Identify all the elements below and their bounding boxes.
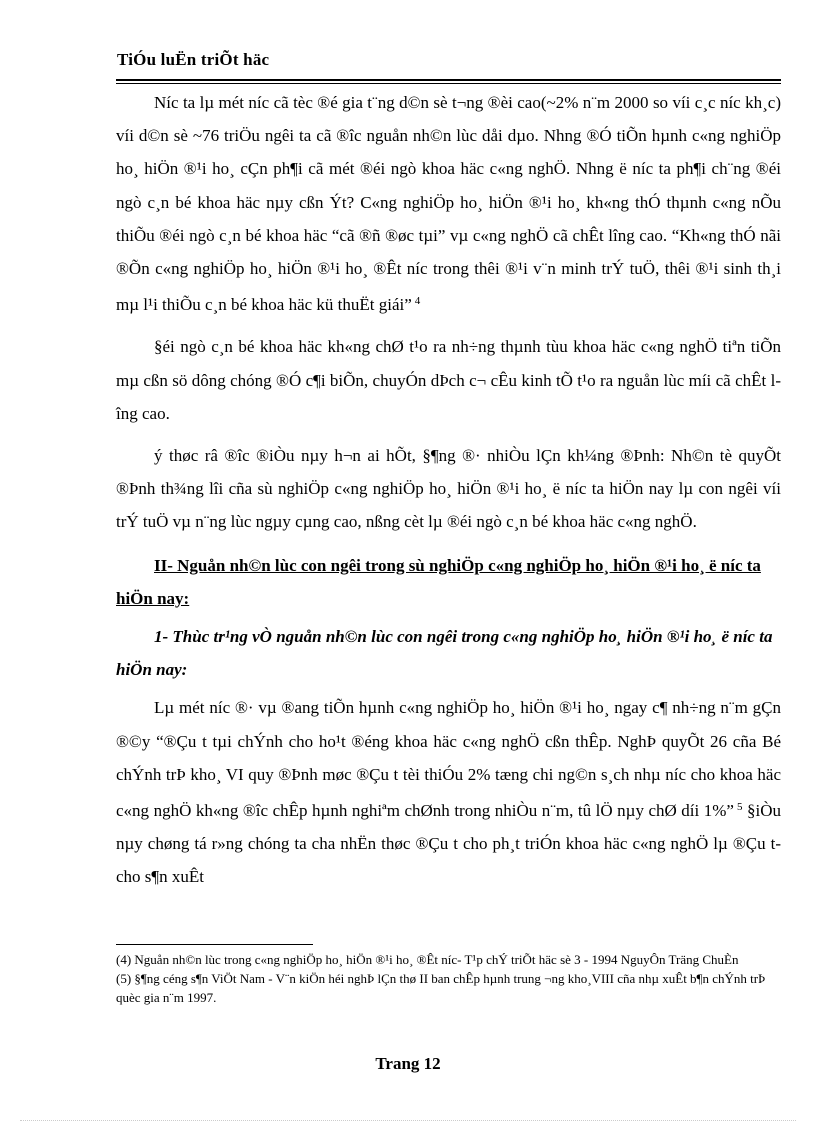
header-rule-thick xyxy=(116,79,781,81)
header-rule-thin xyxy=(116,83,781,84)
section-heading: II- Nguån nh©n lùc con ngêi trong sù nghiÖp c«ng nghiÖp ho¸ hiÖn ®¹i ho¸ ë níc ta hiÖn nay: xyxy=(116,555,761,608)
paragraph-4 xyxy=(116,691,781,893)
footnotes xyxy=(116,950,781,1007)
paragraph-3: ý thøc râ ®îc ®iÒu nµy h¬n ai hÕt, §¶ng ®· nhiÒu lÇn kh¼ng ®Þnh: Nh©n tè quyÕt ®Þnh th¾ng lîi cña sù nghiÖp c«ng nghiÖp ho¸ hiÖn ®¹i ho¸ ë níc ta hiÖn nay lµ con ngêi víi trÝ tuÖ vµ n¨ng lùc ngµy cµng cao, nßng cèt lµ ®éi ngò c¸n bé khoa häc c«ng nghÖ. xyxy=(116,446,781,532)
footnote-ref-4: 4 xyxy=(414,295,421,308)
page-bottom-border xyxy=(20,1120,796,1121)
footnote-ref-5: 5 xyxy=(736,801,743,814)
paragraph-2: §éi ngò c¸n bé khoa häc kh«ng chØ t¹o ra nh÷ng thµnh tùu khoa häc c«ng nghÖ tiªn tiÕn mµ cßn sö dông chóng ®Ó c¶i biÕn, chuyÓn dÞch c¬ cÊu kinh tÕ t¹o ra nguån lùc míi cã chÊt lîng cao. xyxy=(116,337,781,423)
document-body xyxy=(116,86,781,894)
paragraph-1 xyxy=(116,86,781,321)
paragraph-4-text: Lµ mét níc ®· vµ ®ang tiÕn hµnh c«ng nghiÖp ho¸ hiÖn ®¹i ho¸ ngay c¶ nh÷ng n¨m gÇn ®©y “®Çu t tµi chÝnh cho ho¹t ®éng khoa häc c«ng nghÖ cßn thÊp. NghÞ quyÕt 26 cña Bé chÝnh trÞ kho¸ VI quy ®Þnh møc ®Çu t tèi thiÓu 2% tæng chi ng©n s¸ch nhµ níc cho khoa häc c«ng nghÖ kh«ng ®îc chÊp hµnh nghiªm chØnh trong nhiÒu n¨m, tû lÖ nµy chØ díi 1%” xyxy=(116,698,781,821)
paragraph-4-continuation: §iÒu nµy chøng tá r»ng chóng ta cha nhËn thøc ®Çu t cho ph¸t triÓn khoa häc c«ng nghÖ lµ ®Çu t cho s¶n xuÊt xyxy=(116,801,782,887)
footnote-separator xyxy=(116,944,313,945)
paragraph-1-text: Níc ta lµ mét níc cã tèc ®é gia t¨ng d©n sè t¬ng ®èi cao(~2% n¨m 2000 so víi c¸c níc kh¸c) víi d©n sè ~76 triÖu ngêi ta cã ®îc nguån nh©n lùc dåi dµo. Nhng ®Ó tiÕn hµnh c«ng nghiÖp ho¸ hiÖn ®¹i ho¸ cÇn ph¶i cã mét ®éi ngò khoa häc c«ng nghÖ. Nhng ë níc ta ph¶i ch¨ng ®éi ngò c¸n bé khoa häc nµy cßn Ýt? C«ng nghiÖp ho¸ hiÖn ®¹i ho¸ kh«ng thÓ thµnh c«ng nÕu thiÕu ®éi ngò c¸n bé khoa häc “cã ®ñ ®øc tµi” vµ c«ng nghÖ cã chÊt lîng cao. “Kh«ng thÓ nãi ®Õn c«ng nghiÖp ho¸ hiÖn ®¹i ho¸ ®Êt níc trong thêi ®¹i v¨n minh trÝ tuÖ, thêi ®¹i sinh th¸i mµ l¹i thiÕu c¸n bé khoa häc kü thuËt giái” xyxy=(116,93,781,315)
page-number: Trang 12 xyxy=(375,1054,441,1073)
footnote-4: (4) Nguån nh©n lùc trong c«ng nghiÖp ho¸ hiÖn ®¹i ho¸ ®Êt níc- T¹p chÝ triÕt häc sè 3 - 1994 NguyÔn Träng ChuÈn xyxy=(116,952,739,967)
footnote-5: (5) §¶ng céng s¶n ViÖt Nam - V¨n kiÖn héi nghÞ lÇn thø II ban chÊp hµnh trung ¬ng kho¸VIII cña nhµ xuÊt b¶n chÝnh trÞ quèc gia n¨m 1997. xyxy=(116,971,766,1005)
document-header-title: TiÓu luËn triÕt häc xyxy=(117,50,270,69)
subsection-heading: 1- Thùc tr¹ng vÒ nguån nh©n lùc con ngêi trong c«ng nghiÖp ho¸ hiÖn ®¹i ho¸ ë níc ta hiÖn nay: xyxy=(116,627,773,680)
